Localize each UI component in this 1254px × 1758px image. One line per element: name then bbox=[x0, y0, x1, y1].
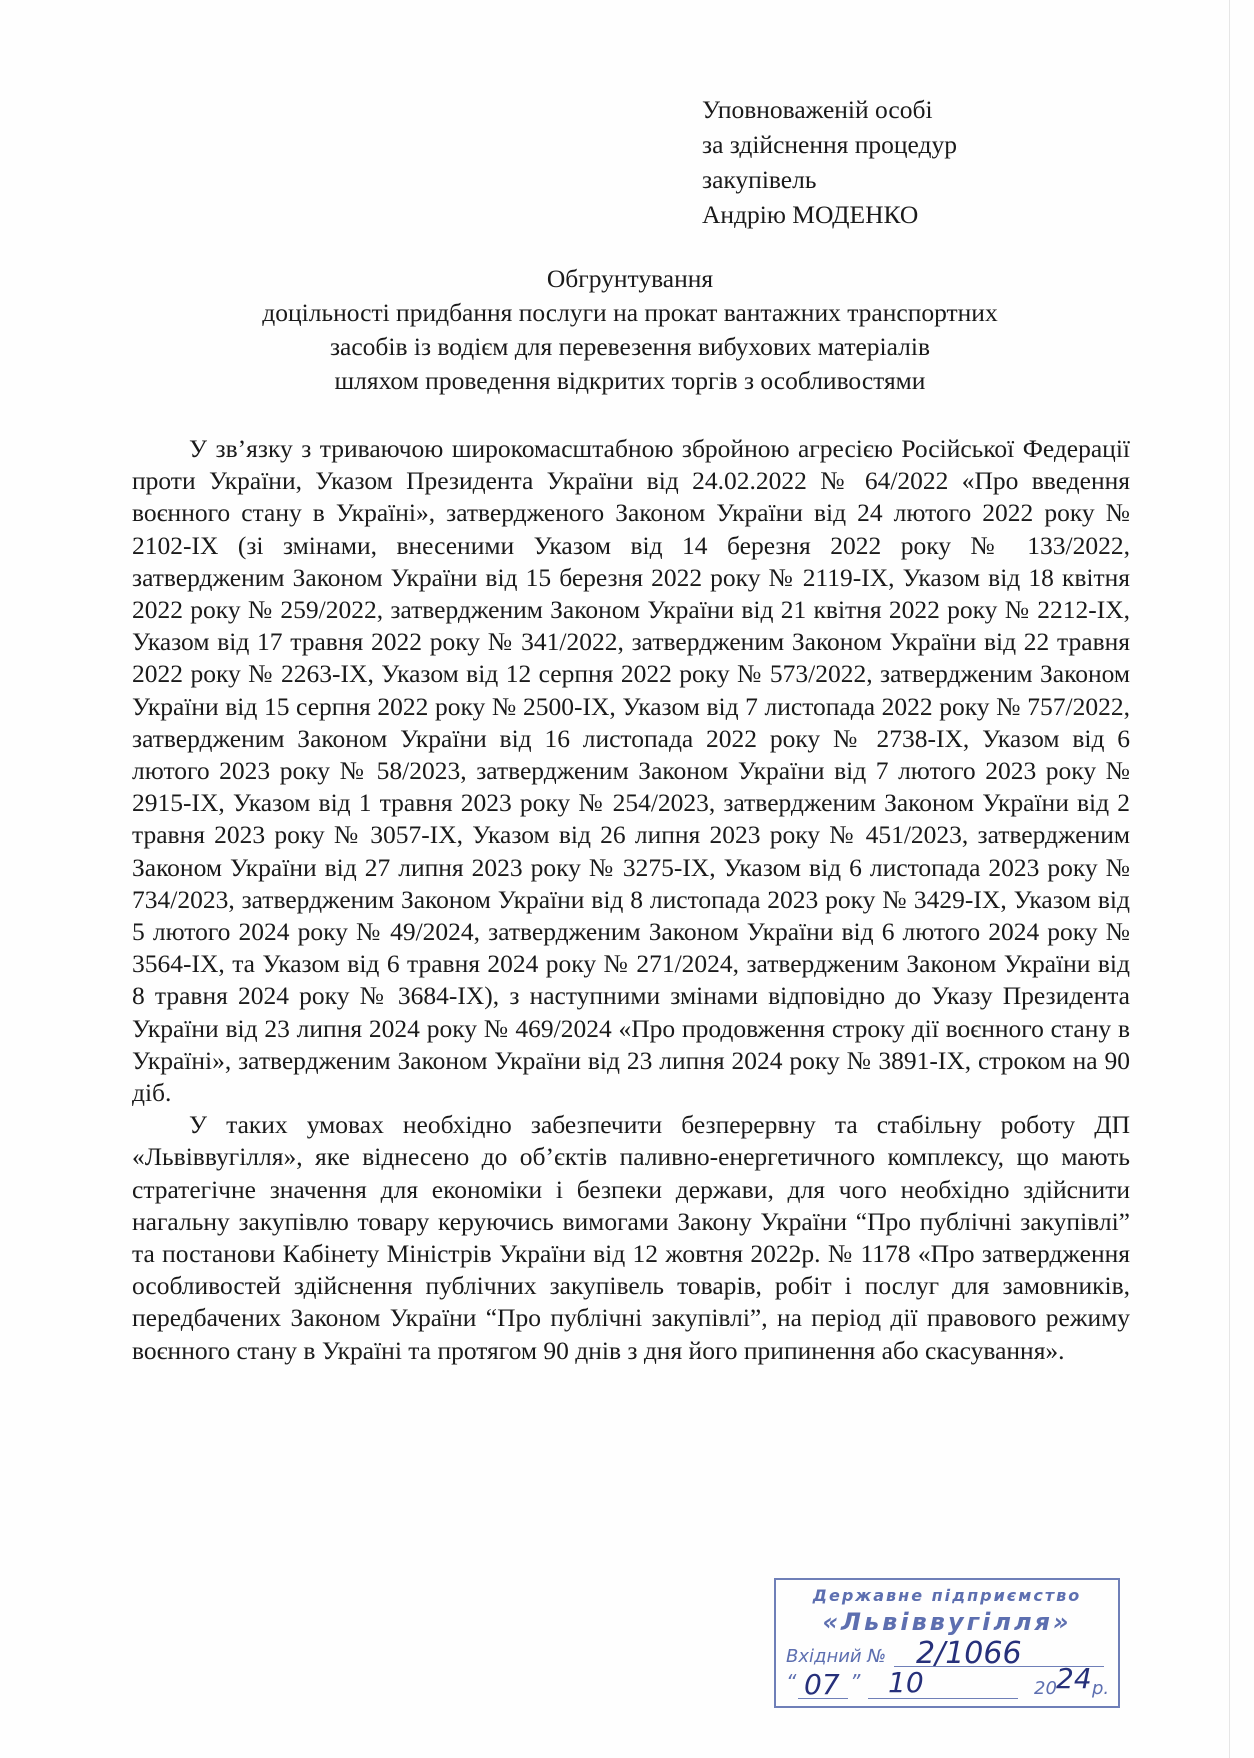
stamp-incoming-number: 2/1066 bbox=[916, 1636, 1022, 1671]
body-paragraph: У таких умовах необхідно забезпечити безперервну та стабільну роботу ДП «Львіввугілля», яке віднесено до об’єктів паливно-енергетичного комплексу, що мають стратегічне значення для економіки і безпеки держави, для чого необхідно здійснити нагальну закупівлю товару керуючись вимогами Закону України “Про публічні закупівлі” та постанови Кабінету Міністрів України від 12 жовтня 2022р. № 1178 «Про затвердження особливостей здійснення публічних закупівель товарів, робіт і послуг для замовників, передбачених Законом України “Про публічні закупівлі”, на період дії правового режиму воєнного стану в Україні та протягом 90 днів з дня його припинення або скасування». bbox=[132, 1110, 1130, 1365]
document-body bbox=[132, 433, 1130, 1367]
stamp-quote-close: ” bbox=[850, 1670, 861, 1694]
incoming-registration-stamp bbox=[774, 1578, 1120, 1708]
stamp-day: 07 bbox=[804, 1668, 840, 1701]
stamp-year-prefix: 20 bbox=[1034, 1678, 1057, 1699]
stamp-incoming-label: Вхідний № bbox=[786, 1646, 887, 1667]
stamp-org-type: Державне підприємство bbox=[812, 1586, 1082, 1605]
title-line: шляхом проведення відкритих торгів з особливостями bbox=[334, 366, 926, 395]
scan-edge-line bbox=[1229, 0, 1230, 1758]
title-line: Обгрунтування bbox=[546, 264, 714, 293]
addressee-line: закупівель bbox=[702, 165, 817, 194]
stamp-year-suffix: 24 bbox=[1056, 1662, 1092, 1695]
addressee-block bbox=[702, 92, 957, 232]
document-title bbox=[130, 262, 1130, 398]
stamp-quote-open: “ bbox=[786, 1670, 797, 1694]
stamp-month: 10 bbox=[888, 1666, 924, 1699]
title-line: доцільності придбання послуги на прокат вантажних транспортних bbox=[262, 298, 998, 327]
addressee-line: за здійснення процедур bbox=[702, 130, 958, 159]
stamp-year-end: р. bbox=[1092, 1678, 1110, 1699]
body-paragraph: У зв’язку з триваючою широкомасштабною збройною агресією Російської Федерації проти України, Указом Президента України від 24.02.2022 № 64/2022 «Про введення воєнного стану в Україні», затвердженого Законом України від 24 лютого 2022 року № 2102-IX (зі змінами, внесеними Указом від 14 березня 2022 року № 133/2022, затвердженим Законом України від 15 березня 2022 року № 2119-IX, Указом від 18 квітня 2022 року № 259/2022, затвердженим Законом України від 21 квітня 2022 року № 2212-IX, Указом від 17 травня 2022 року № 341/2022, затвердженим Законом України від 22 травня 2022 року № 2263-IX, Указом від 12 серпня 2022 року № 573/2022, затвердженим Законом України від 15 серпня 2022 року № 2500-IX, Указом від 7 листопада 2022 року № 757/2022, затвердженим Законом України від 16 листопада 2022 року № 2738-IX, Указом від 6 лютого 2023 року № 58/2023, затвердженим Законом України від 7 лютого 2023 року № 2915-IX, Указом від 1 травня 2023 року № 254/2023, затвердженим Законом України від 2 травня 2023 року № 3057-IX, Указом від 26 липня 2023 року № 451/2023, затвердженим Законом України від 27 липня 2023 року № 3275-IX, Указом від 6 листопада 2023 року № 734/2023, затвердженим Законом України від 8 листопада 2023 року № 3429-IX, Указом від 5 лютого 2024 року № 49/2024, затвердженим Законом України від 6 лютого 2024 року № 3564-IX, та Указом від 6 травня 2024 року № 271/2024, затвердженим Законом України від 8 травня 2024 року № 3684-IX), з наступними змінами відповідно до Указу Президента України від 23 липня 2024 року № 469/2024 «Про продовження строку дії воєнного стану в Україні», затвердженим Законом України від 23 липня 2024 року № 3891-IX, строком на 90 діб. bbox=[132, 434, 1130, 1108]
stamp-org-name: «Львіввугілля» bbox=[822, 1608, 1072, 1636]
addressee-line: Уповноваженій особі bbox=[702, 95, 933, 124]
addressee-name: Андрію МОДЕНКО bbox=[702, 200, 919, 229]
title-line: засобів із водієм для перевезення вибухових матеріалів bbox=[329, 332, 931, 361]
